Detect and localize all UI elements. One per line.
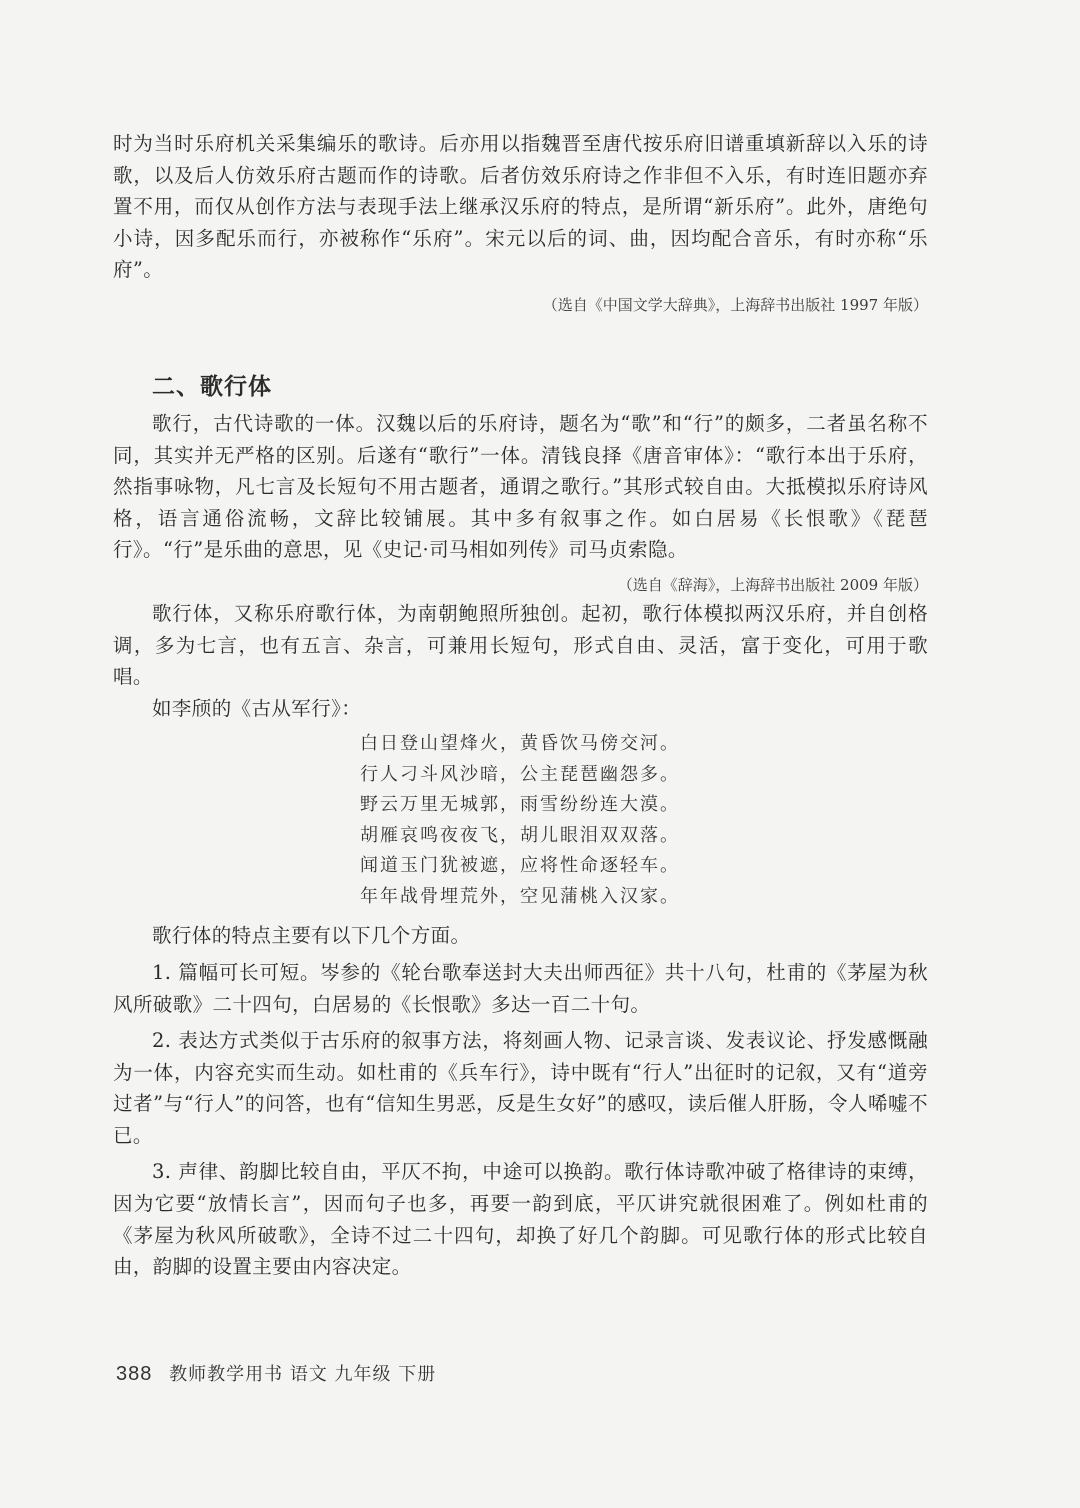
poem-line: 野云万里无城郭，雨雪纷纷连大漠。 [360, 794, 680, 816]
poem-line: 行人刁斗风沙暗，公主琵琶幽怨多。 [360, 763, 680, 785]
feature-item: 1. 篇幅可长可短。岑参的《轮台歌奉送封大夫出师西征》共十八句，杜甫的《茅屋为秋风所破歌》二十四句，白居易的《长恨歌》多达一百二十句。 [113, 960, 928, 1016]
page-content [113, 128, 928, 1283]
book-title: 教师教学用书 语文 九年级 下册 [169, 1364, 437, 1385]
section-heading: 二、歌行体 [152, 372, 272, 400]
feature-item: 2. 表达方式类似于古乐府的叙事方法，将刻画人物、记录言谈、发表议论、抒发感慨融为一体，内容充实而生动。如杜甫的《兵车行》，诗中既有“行人”出征时的记叙，又有“道旁过者”与“行人”的问答，也有“信知生男恶，反是生女好”的感叹，读后催人肝肠，令人唏嘘不已。 [113, 1029, 928, 1147]
page-number: 388 [116, 1363, 153, 1385]
intro-source-citation: （选自《中国文学大辞典》，上海辞书出版社 1997 年版） [542, 295, 928, 314]
poem-line: 闻道玉门犹被遮，应将性命逐轻车。 [360, 855, 680, 877]
poem-intro: 如李颀的《古从军行》： [152, 696, 362, 720]
poem-line: 胡雁哀鸣夜夜飞，胡儿眼泪双双落。 [360, 824, 680, 846]
feature-item: 3. 声律、韵脚比较自由，平仄不拘，中途可以换韵。歌行体诗歌冲破了格律诗的束缚，因为它要“放情长言”，因而句子也多，再要一韵到底，平仄讲究就很困难了。例如杜甫的《茅屋为秋风所破歌》，全诗不过二十四句，却换了好几个韵脚。可见歌行体的形式比较自由，韵脚的设置主要由内容决定。 [113, 1160, 928, 1279]
features-intro: 歌行体的特点主要有以下几个方面。 [152, 924, 471, 948]
section-paragraph-1: 歌行，古代诗歌的一体。汉魏以后的乐府诗，题名为“歌”和“行”的颇多，二者虽名称不同，其实并无严格的区别。后遂有“歌行”一体。清钱良择《唐音审体》：“歌行本出于乐府，然指事咏物，凡七言及长短句不用古题者，通谓之歌行。”其形式较自由。大抵模拟乐府诗风格，语言通俗流畅，文辞比较铺展。其中多有叙事之作。如白居易《长恨歌》《琵琶行》。“行”是乐曲的意思，见《史记·司马相如列传》司马贞索隐。 [113, 411, 928, 562]
poem-line: 年年战骨埋荒外，空见蒲桃入汉家。 [360, 885, 680, 907]
intro-paragraph: 时为当时乐府机关采集编乐的歌诗。后亦用以指魏晋至唐代按乐府旧谱重填新辞以入乐的诗歌，以及后人仿效乐府古题而作的诗歌。后者仿效乐府诗之作非但不入乐，有时连旧题亦弃置不用，而仅从创作方法与表现手法上继承汉乐府的特点，是所谓“新乐府”。此外，唐绝句小诗，因多配乐而行，亦被称作“乐府”。宋元以后的词、曲，因均配合音乐，有时亦称“乐府”。 [113, 132, 928, 282]
page-footer [116, 1360, 436, 1386]
section-paragraph-2: 歌行体，又称乐府歌行体，为南朝鲍照所独创。起初，歌行体模拟两汉乐府，并自创格调，多为七言，也有五言、杂言，可兼用长短句，形式自由、灵活，富于变化，可用于歌唱。 [113, 601, 928, 689]
poem-line: 白日登山望烽火，黄昏饮马傍交河。 [360, 733, 680, 755]
poem-block [360, 729, 928, 912]
section-source-citation: （选自《辞海》，上海辞书出版社 2009 年版） [617, 575, 928, 594]
